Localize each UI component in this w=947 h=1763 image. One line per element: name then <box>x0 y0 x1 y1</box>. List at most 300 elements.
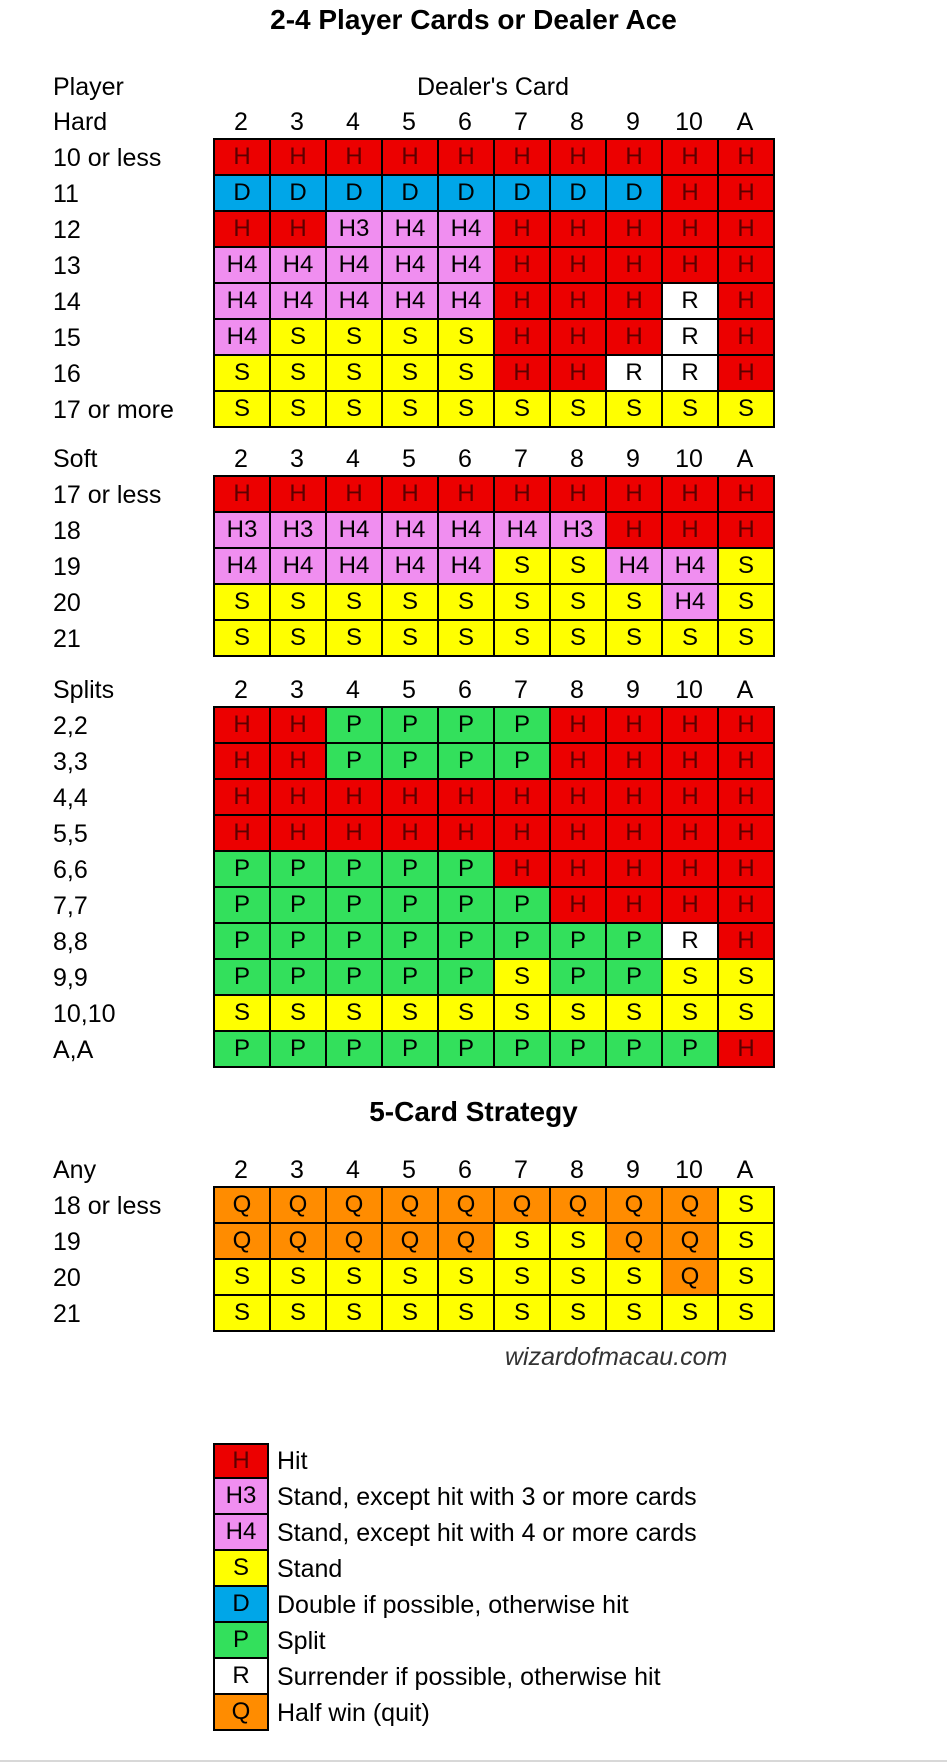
strategy-cell: H <box>495 780 551 816</box>
strategy-cell: H <box>607 513 663 549</box>
strategy-cell: S <box>551 996 607 1032</box>
strategy-cell: P <box>551 960 607 996</box>
column-header: 3 <box>290 1156 304 1184</box>
strategy-cell: H <box>383 816 439 852</box>
player-label: Player <box>53 73 124 101</box>
strategy-cell: P <box>271 1032 327 1068</box>
strategy-cell: H <box>607 140 663 176</box>
strategy-cell: S <box>439 320 495 356</box>
strategy-cell: D <box>215 176 271 212</box>
legend-swatch: D <box>213 1587 269 1623</box>
strategy-cell: H <box>719 513 775 549</box>
column-header: 10 <box>675 108 703 136</box>
strategy-cell: H <box>551 248 607 284</box>
strategy-cell: P <box>383 852 439 888</box>
column-header: 7 <box>514 108 528 136</box>
legend-item <box>213 1515 697 1551</box>
strategy-cell: H <box>551 852 607 888</box>
strategy-cell: S <box>495 1260 551 1296</box>
strategy-cell: S <box>551 621 607 657</box>
strategy-cell: P <box>439 960 495 996</box>
strategy-cell: H <box>215 212 271 248</box>
strategy-cell: S <box>495 585 551 621</box>
site-credit: wizardofmacau.com <box>505 1343 728 1371</box>
strategy-cell: P <box>551 1032 607 1068</box>
legend-label: Split <box>277 1626 326 1655</box>
strategy-cell: Q <box>215 1224 271 1260</box>
strategy-cell: H <box>719 1032 775 1068</box>
strategy-cell: P <box>327 888 383 924</box>
strategy-grid-splits <box>213 706 775 1068</box>
legend-item <box>213 1695 697 1731</box>
strategy-cell: Q <box>439 1224 495 1260</box>
strategy-cell: H <box>495 284 551 320</box>
strategy-cell: R <box>607 356 663 392</box>
strategy-cell: H <box>495 477 551 513</box>
column-header: 3 <box>290 445 304 473</box>
strategy-cell: H <box>271 744 327 780</box>
table-row <box>215 888 775 924</box>
strategy-cell: H4 <box>439 549 495 585</box>
strategy-cell: S <box>383 1296 439 1332</box>
table-row <box>215 852 775 888</box>
strategy-cell: S <box>327 996 383 1032</box>
five-card-title: 5-Card Strategy <box>369 1096 578 1127</box>
strategy-cell: S <box>607 392 663 428</box>
strategy-cell: S <box>607 1260 663 1296</box>
strategy-cell: H <box>551 212 607 248</box>
strategy-cell: Q <box>495 1188 551 1224</box>
strategy-cell: P <box>495 1032 551 1068</box>
table-row <box>215 284 775 320</box>
strategy-cell: H4 <box>383 248 439 284</box>
row-label: 2,2 <box>53 712 88 740</box>
section-header-hard: Hard <box>53 108 108 136</box>
legend-swatch: H <box>213 1443 269 1479</box>
strategy-cell: H <box>551 744 607 780</box>
strategy-cell: S <box>495 1224 551 1260</box>
table-row <box>215 816 775 852</box>
strategy-cell: S <box>383 392 439 428</box>
strategy-cell: P <box>327 708 383 744</box>
strategy-cell: H <box>719 320 775 356</box>
strategy-cell: S <box>663 1296 719 1332</box>
strategy-cell: S <box>327 1296 383 1332</box>
strategy-cell: S <box>383 621 439 657</box>
strategy-cell: H <box>663 140 719 176</box>
table-row <box>215 248 775 284</box>
strategy-cell: H4 <box>439 212 495 248</box>
table-row <box>215 1296 775 1332</box>
strategy-cell: H <box>439 780 495 816</box>
strategy-cell: H <box>271 477 327 513</box>
table-row <box>215 477 775 513</box>
column-header: 5 <box>402 108 416 136</box>
strategy-cell: S <box>271 585 327 621</box>
column-header: 5 <box>402 445 416 473</box>
strategy-cell: H <box>719 477 775 513</box>
strategy-cell: H <box>215 140 271 176</box>
strategy-cell: H <box>327 477 383 513</box>
strategy-cell: S <box>383 996 439 1032</box>
strategy-cell: P <box>607 924 663 960</box>
strategy-cell: S <box>327 392 383 428</box>
strategy-cell: H4 <box>663 585 719 621</box>
column-header: 2 <box>234 676 248 704</box>
strategy-cell: H <box>383 477 439 513</box>
strategy-cell: S <box>215 585 271 621</box>
strategy-cell: R <box>663 320 719 356</box>
column-header: 2 <box>234 445 248 473</box>
strategy-cell: S <box>439 392 495 428</box>
strategy-cell: S <box>383 320 439 356</box>
column-header: 5 <box>402 1156 416 1184</box>
strategy-cell: S <box>607 996 663 1032</box>
legend-item <box>213 1443 697 1479</box>
strategy-cell: H3 <box>551 513 607 549</box>
strategy-cell: H <box>719 176 775 212</box>
strategy-cell: H <box>607 888 663 924</box>
column-header: 7 <box>514 1156 528 1184</box>
strategy-cell: H4 <box>327 248 383 284</box>
table-row <box>215 513 775 549</box>
strategy-cell: S <box>439 585 495 621</box>
strategy-cell: H <box>551 320 607 356</box>
column-header: 8 <box>570 676 584 704</box>
strategy-cell: P <box>271 924 327 960</box>
row-label: 10,10 <box>53 1000 116 1028</box>
row-label: 17 or more <box>53 396 174 424</box>
strategy-cell: P <box>383 708 439 744</box>
row-label: 19 <box>53 553 81 581</box>
strategy-cell: S <box>271 356 327 392</box>
strategy-cell: P <box>439 1032 495 1068</box>
strategy-cell: D <box>439 176 495 212</box>
strategy-cell: H <box>607 852 663 888</box>
legend-label: Hit <box>277 1446 308 1475</box>
row-label: 18 or less <box>53 1192 162 1220</box>
strategy-cell: D <box>383 176 439 212</box>
column-header: 6 <box>458 1156 472 1184</box>
strategy-cell: H <box>719 140 775 176</box>
row-label: 10 or less <box>53 144 162 172</box>
strategy-cell: S <box>271 320 327 356</box>
strategy-cell: H <box>271 708 327 744</box>
column-header: 7 <box>514 676 528 704</box>
table-row <box>215 1260 775 1296</box>
row-label: 9,9 <box>53 964 88 992</box>
strategy-cell: S <box>327 320 383 356</box>
strategy-cell: H4 <box>215 320 271 356</box>
strategy-cell: H <box>551 888 607 924</box>
strategy-cell: P <box>215 924 271 960</box>
strategy-cell: H <box>607 744 663 780</box>
strategy-cell: S <box>271 1296 327 1332</box>
strategy-cell: S <box>215 1296 271 1332</box>
legend-label: Surrender if possible, otherwise hit <box>277 1662 661 1691</box>
row-label: 20 <box>53 1264 81 1292</box>
strategy-cell: H4 <box>439 284 495 320</box>
strategy-cell: H <box>439 816 495 852</box>
strategy-cell: S <box>719 960 775 996</box>
legend-swatch: R <box>213 1659 269 1695</box>
column-header: 6 <box>458 676 472 704</box>
dealer-card-label: Dealer's Card <box>416 73 570 101</box>
strategy-cell: H <box>663 888 719 924</box>
row-label: 18 <box>53 517 81 545</box>
strategy-cell: Q <box>271 1224 327 1260</box>
strategy-cell: H4 <box>383 513 439 549</box>
strategy-cell: H <box>495 212 551 248</box>
strategy-cell: H4 <box>271 549 327 585</box>
strategy-cell: H <box>663 816 719 852</box>
strategy-cell: S <box>271 392 327 428</box>
table-row <box>215 585 775 621</box>
strategy-cell: S <box>607 621 663 657</box>
legend-item <box>213 1587 697 1623</box>
column-header: A <box>736 1156 754 1184</box>
strategy-cell: P <box>495 888 551 924</box>
strategy-cell: P <box>327 744 383 780</box>
strategy-cell: S <box>719 621 775 657</box>
strategy-cell: P <box>383 960 439 996</box>
strategy-cell: P <box>215 960 271 996</box>
strategy-cell: H <box>551 356 607 392</box>
strategy-cell: H <box>663 212 719 248</box>
strategy-cell: H4 <box>215 549 271 585</box>
strategy-cell: S <box>719 1188 775 1224</box>
table-row <box>215 708 775 744</box>
strategy-cell: S <box>215 1260 271 1296</box>
strategy-cell: S <box>719 996 775 1032</box>
column-header: A <box>736 445 754 473</box>
strategy-cell: P <box>271 888 327 924</box>
strategy-cell: S <box>719 392 775 428</box>
strategy-cell: P <box>495 708 551 744</box>
strategy-cell: P <box>383 888 439 924</box>
strategy-cell: P <box>439 852 495 888</box>
strategy-cell: R <box>663 924 719 960</box>
strategy-cell: S <box>439 621 495 657</box>
strategy-cell: S <box>607 585 663 621</box>
strategy-cell: P <box>383 744 439 780</box>
strategy-cell: H <box>215 780 271 816</box>
strategy-cell: H <box>607 816 663 852</box>
strategy-cell: H <box>327 816 383 852</box>
column-header: 2 <box>234 108 248 136</box>
strategy-cell: H <box>719 924 775 960</box>
strategy-cell: P <box>607 960 663 996</box>
strategy-cell: H <box>271 780 327 816</box>
strategy-cell: H <box>607 320 663 356</box>
table-row <box>215 140 775 176</box>
strategy-cell: H <box>607 477 663 513</box>
strategy-cell: H <box>607 248 663 284</box>
strategy-cell: H <box>271 140 327 176</box>
strategy-cell: P <box>215 852 271 888</box>
strategy-cell: D <box>327 176 383 212</box>
strategy-cell: H <box>495 140 551 176</box>
row-label: 16 <box>53 360 81 388</box>
strategy-cell: P <box>327 852 383 888</box>
row-label: 12 <box>53 216 81 244</box>
row-label: 13 <box>53 252 81 280</box>
strategy-cell: S <box>495 960 551 996</box>
strategy-cell: S <box>719 1296 775 1332</box>
strategy-cell: H <box>495 356 551 392</box>
strategy-cell: H <box>551 477 607 513</box>
table-row <box>215 1032 775 1068</box>
table-row <box>215 780 775 816</box>
table-row <box>215 621 775 657</box>
column-header: 3 <box>290 108 304 136</box>
strategy-cell: S <box>551 1296 607 1332</box>
strategy-cell: S <box>495 621 551 657</box>
section-header-splits: Splits <box>53 676 115 704</box>
strategy-cell: Q <box>439 1188 495 1224</box>
strategy-cell: H3 <box>327 212 383 248</box>
strategy-cell: S <box>439 1260 495 1296</box>
strategy-cell: S <box>663 996 719 1032</box>
strategy-cell: P <box>215 888 271 924</box>
strategy-cell: S <box>607 1296 663 1332</box>
column-header: 5 <box>402 676 416 704</box>
strategy-cell: S <box>551 1224 607 1260</box>
strategy-cell: S <box>663 621 719 657</box>
strategy-cell: H <box>719 744 775 780</box>
column-header: 6 <box>458 108 472 136</box>
strategy-cell: H <box>663 176 719 212</box>
strategy-grid-soft <box>213 475 775 657</box>
column-header: 4 <box>346 676 360 704</box>
row-label: A,A <box>53 1036 94 1064</box>
strategy-cell: H3 <box>271 513 327 549</box>
strategy-cell: S <box>271 996 327 1032</box>
strategy-cell: Q <box>607 1224 663 1260</box>
table-row <box>215 392 775 428</box>
legend-swatch: Q <box>213 1695 269 1731</box>
strategy-cell: H4 <box>663 549 719 585</box>
strategy-cell: H <box>551 816 607 852</box>
strategy-cell: P <box>607 1032 663 1068</box>
strategy-cell: S <box>215 392 271 428</box>
strategy-cell: Q <box>663 1188 719 1224</box>
strategy-cell: H3 <box>215 513 271 549</box>
strategy-cell: H <box>439 140 495 176</box>
strategy-cell: Q <box>607 1188 663 1224</box>
row-label: 21 <box>53 625 81 653</box>
strategy-cell: H <box>663 852 719 888</box>
column-header: 9 <box>626 1156 640 1184</box>
strategy-cell: P <box>439 708 495 744</box>
strategy-cell: Q <box>271 1188 327 1224</box>
strategy-cell: H <box>663 248 719 284</box>
strategy-cell: H <box>495 852 551 888</box>
legend-swatch: S <box>213 1551 269 1587</box>
column-header: 8 <box>570 445 584 473</box>
strategy-cell: H4 <box>439 513 495 549</box>
strategy-cell: Q <box>383 1188 439 1224</box>
table-row <box>215 924 775 960</box>
strategy-cell: H4 <box>495 513 551 549</box>
section-header-five: Any <box>53 1156 97 1184</box>
legend-swatch: P <box>213 1623 269 1659</box>
legend <box>213 1443 697 1731</box>
column-header: 7 <box>514 445 528 473</box>
strategy-cell: S <box>327 621 383 657</box>
strategy-cell: H <box>719 816 775 852</box>
column-header: 10 <box>675 676 703 704</box>
column-header: 2 <box>234 1156 248 1184</box>
legend-label: Half win (quit) <box>277 1698 430 1727</box>
strategy-cell: H4 <box>383 212 439 248</box>
strategy-cell: D <box>271 176 327 212</box>
strategy-cell: Q <box>663 1224 719 1260</box>
table-row <box>215 1188 775 1224</box>
strategy-cell: H <box>551 708 607 744</box>
strategy-cell: P <box>271 852 327 888</box>
strategy-cell: S <box>495 1296 551 1332</box>
strategy-cell: S <box>271 1260 327 1296</box>
table-row <box>215 1224 775 1260</box>
strategy-cell: H <box>327 780 383 816</box>
strategy-cell: H4 <box>327 513 383 549</box>
strategy-cell: P <box>439 744 495 780</box>
strategy-cell: P <box>495 924 551 960</box>
strategy-cell: S <box>439 1296 495 1332</box>
column-header: 8 <box>570 1156 584 1184</box>
strategy-cell: S <box>215 356 271 392</box>
strategy-cell: H <box>719 780 775 816</box>
legend-label: Stand, except hit with 3 or more cards <box>277 1482 697 1511</box>
table-row <box>215 212 775 248</box>
strategy-cell: S <box>551 549 607 585</box>
strategy-cell: H <box>719 852 775 888</box>
strategy-cell: H <box>663 780 719 816</box>
strategy-cell: P <box>551 924 607 960</box>
strategy-cell: H4 <box>215 284 271 320</box>
strategy-cell: H <box>215 477 271 513</box>
row-label: 3,3 <box>53 748 88 776</box>
strategy-cell: H4 <box>607 549 663 585</box>
row-label: 20 <box>53 589 81 617</box>
strategy-cell: H <box>607 780 663 816</box>
strategy-cell: H4 <box>383 549 439 585</box>
column-header: 3 <box>290 676 304 704</box>
strategy-cell: Q <box>327 1188 383 1224</box>
strategy-cell: P <box>271 960 327 996</box>
column-header: 8 <box>570 108 584 136</box>
strategy-cell: H <box>271 212 327 248</box>
column-header: 10 <box>675 1156 703 1184</box>
strategy-cell: S <box>271 621 327 657</box>
strategy-cell: S <box>719 1224 775 1260</box>
strategy-cell: H <box>551 284 607 320</box>
strategy-cell: H <box>663 513 719 549</box>
table-row <box>215 176 775 212</box>
strategy-cell: H <box>607 708 663 744</box>
strategy-cell: S <box>215 996 271 1032</box>
strategy-cell: Q <box>551 1188 607 1224</box>
strategy-cell: H <box>719 248 775 284</box>
column-header: 4 <box>346 1156 360 1184</box>
row-label: 7,7 <box>53 892 88 920</box>
page-title: 2-4 Player Cards or Dealer Ace <box>270 4 677 35</box>
strategy-cell: S <box>383 356 439 392</box>
strategy-cell: H <box>383 780 439 816</box>
strategy-cell: R <box>663 284 719 320</box>
column-header: 9 <box>626 445 640 473</box>
